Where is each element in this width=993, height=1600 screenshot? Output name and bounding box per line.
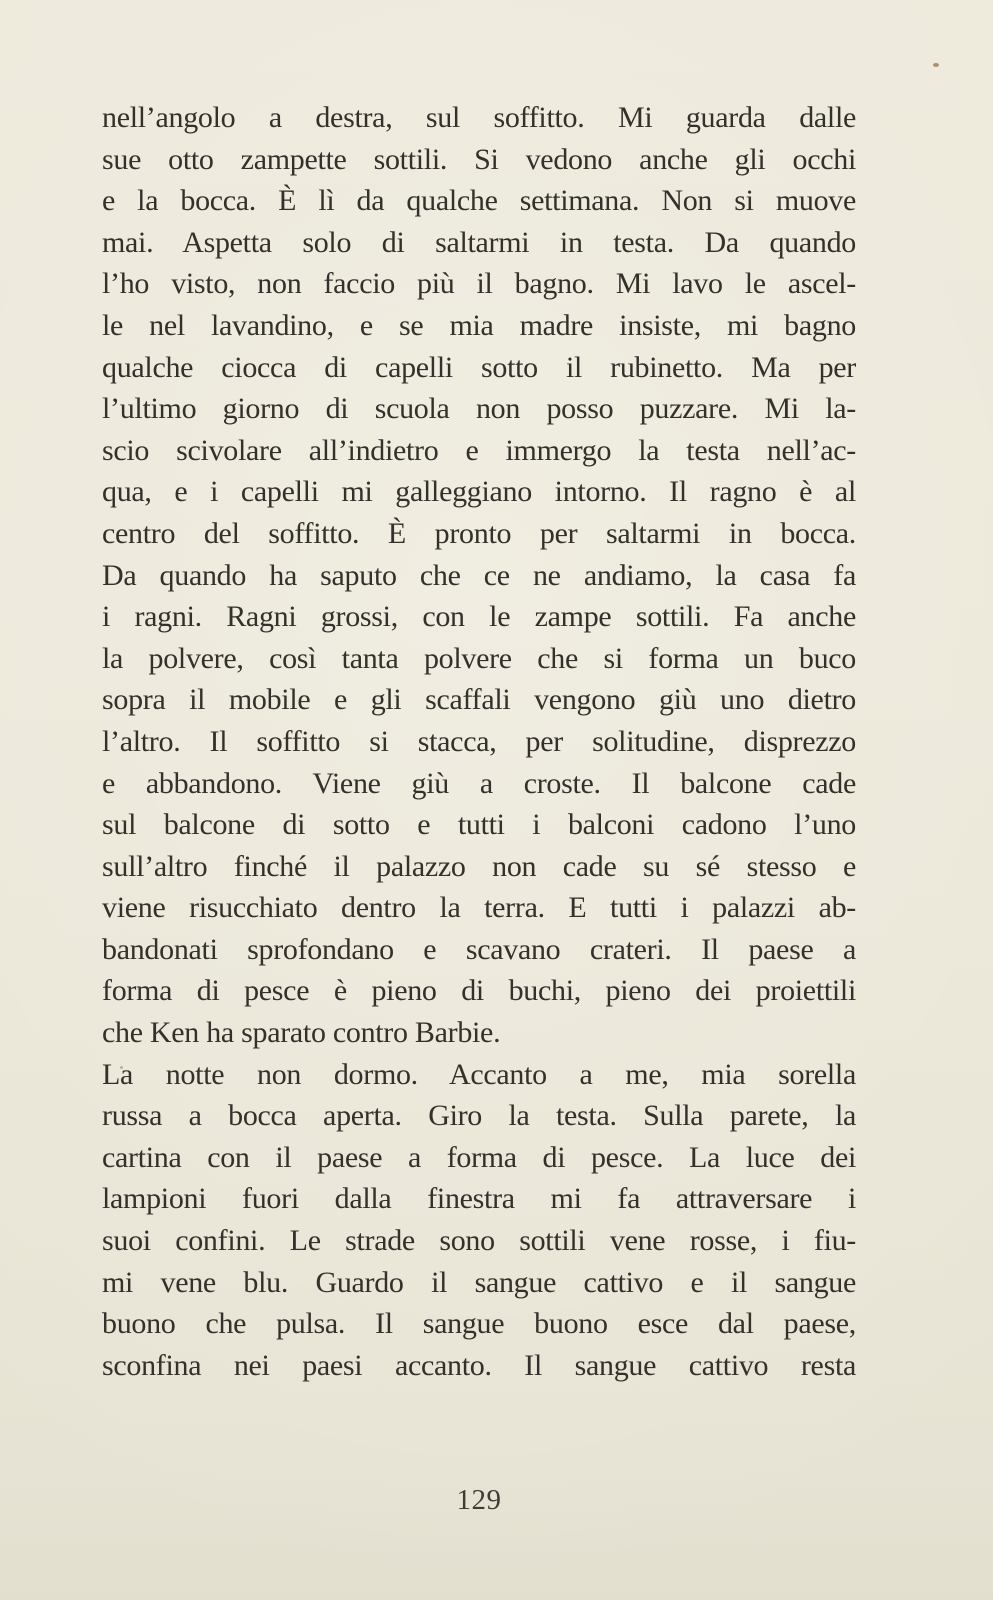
text-line: viene risucchiato dentro la terra. E tutti i palazzi ab-: [102, 891, 856, 925]
text-line: russa a bocca aperta. Giro la testa. Sulla parete, la: [102, 1099, 856, 1133]
text-line: l’ultimo giorno di scuola non posso puzzare. Mi la-: [102, 392, 856, 426]
text-line: e la bocca. È lì da qualche settimana. Non si muove: [102, 184, 856, 218]
text-line: e abbandono. Viene giù a croste. Il balcone cade: [102, 766, 856, 800]
text-line: Da quando ha saputo che ce ne andiamo, la casa fa: [102, 558, 856, 592]
text-line: qualche ciocca di capelli sotto il rubinetto. Ma per: [102, 350, 856, 384]
text-line: sull’altro finché il palazzo non cade su sé stesso e: [102, 849, 856, 883]
paper-speck: [120, 1066, 123, 1069]
text-line: nell’angolo a destra, sul soffitto. Mi guarda dalle: [102, 101, 856, 134]
body-text: [102, 97, 856, 1386]
text-line: sopra il mobile e gli scaffali vengono giù uno dietro: [102, 683, 856, 717]
text-line: sul balcone di sotto e tutti i balconi cadono l’uno: [102, 808, 856, 842]
text-line: lampioni fuori dalla finestra mi fa attraversare i: [102, 1182, 856, 1216]
text-line: l’ho visto, non faccio più il bagno. Mi lavo le ascel-: [102, 267, 856, 301]
paper-speck: [933, 63, 939, 67]
text-line: le nel lavandino, e se mia madre insiste, mi bagno: [102, 308, 856, 342]
text-line: mi vene blu. Guardo il sangue cattivo e il sangue: [102, 1265, 856, 1299]
text-line: sconfina nei paesi accanto. Il sangue cattivo resta: [102, 1348, 856, 1382]
page-number: 129: [456, 1484, 502, 1516]
text-line: scio scivolare all’indietro e immergo la testa nell’ac-: [102, 433, 856, 467]
text-line: sue otto zampette sottili. Si vedono anche gli occhi: [102, 142, 856, 176]
text-line: mai. Aspetta solo di saltarmi in testa. Da quando: [102, 225, 856, 259]
text-line: centro del soffitto. È pronto per saltarmi in bocca.: [102, 516, 856, 550]
text-line: forma di pesce è pieno di buchi, pieno dei proiettili: [102, 974, 856, 1008]
text-line: bandonati sprofondano e scavano crateri. Il paese a: [102, 932, 856, 966]
text-line: cartina con il paese a forma di pesce. La luce dei: [102, 1140, 856, 1174]
text-line: la polvere, così tanta polvere che si forma un buco: [102, 641, 856, 675]
text-line: buono che pulsa. Il sangue buono esce dal paese,: [102, 1307, 856, 1341]
text-line: suoi confini. Le strade sono sottili vene rosse, i fiu-: [102, 1224, 856, 1258]
text-line: qua, e i capelli mi galleggiano intorno. Il ragno è al: [102, 475, 856, 509]
text-line: La notte non dormo. Accanto a me, mia sorella: [102, 1057, 856, 1091]
text-line: l’altro. Il soffitto si stacca, per solitudine, disprezzo: [102, 724, 856, 758]
text-line: i ragni. Ragni grossi, con le zampe sottili. Fa anche: [102, 600, 856, 634]
text-line-paragraph-end: che Ken ha sparato contro Barbie.: [102, 1016, 501, 1050]
